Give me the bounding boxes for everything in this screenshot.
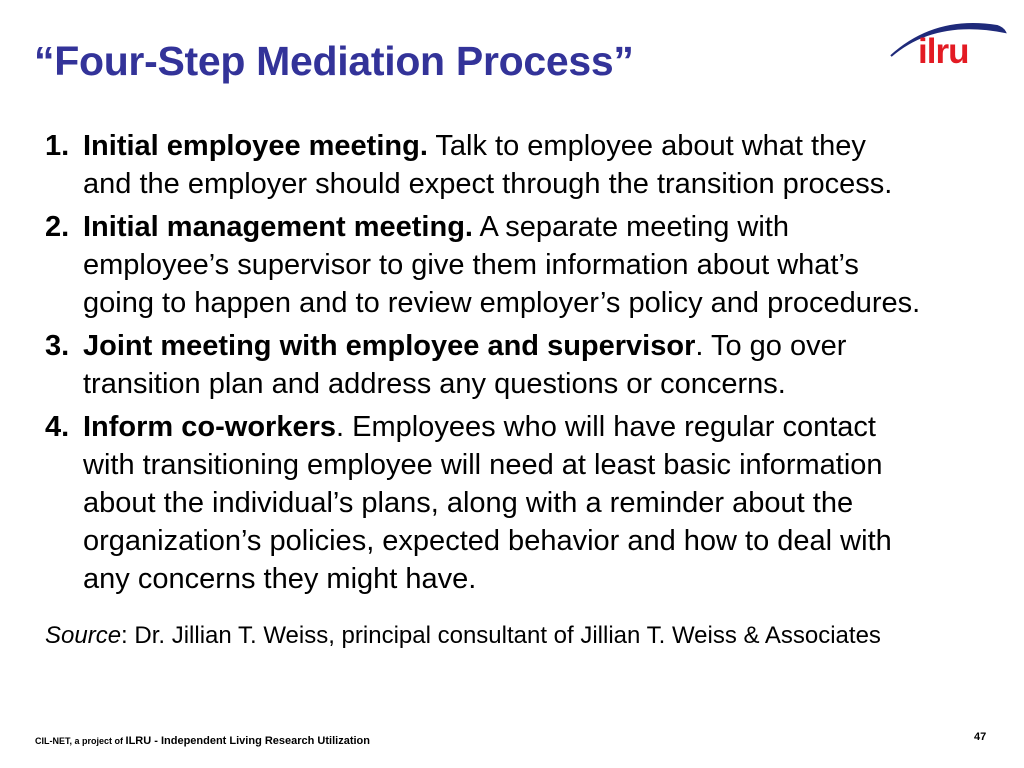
step-heading: Joint meeting with employee and supervisor [83,330,696,362]
ilru-logo [885,18,1010,78]
step-text: any concerns they might have. [83,563,477,595]
step-item-4 [45,408,1005,598]
step-text: employee’s supervisor to give them information about what’s [83,249,859,281]
source-label: Source [45,622,122,649]
step-number: 3. [45,330,70,362]
step-text: organization’s policies, expected behavior and how to deal with [83,525,892,557]
step-heading: Initial management meeting. [83,211,473,243]
step-text: Talk to employee about what they [427,130,866,162]
step-text: transition plan and address any questions or concerns. [83,368,786,400]
step-number: 2. [45,211,70,243]
step-text: about the individual’s plans, along with a reminder about the [83,487,854,519]
step-heading: Inform co-workers [83,411,336,443]
logo-text: ilru [918,32,969,71]
step-item-1 [45,127,1005,203]
step-number: 1. [45,130,70,162]
slide-title: “Four-Step Mediation Process” [34,38,634,84]
step-number: 4. [45,411,70,443]
step-text: . To go over [695,330,847,362]
step-text: going to happen and to review employer’s policy and procedures. [83,287,921,319]
source-text: : Dr. Jillian T. Weiss, principal consultant of Jillian T. Weiss & Associates [121,622,881,649]
step-text: A separate meeting with [472,211,789,243]
page-number: 47 [974,731,987,743]
step-item-2 [45,208,1005,322]
footer-org-text: ILRU - Independent Living Research Utilization [125,735,370,747]
step-text: with transitioning employee will need at least basic information [83,449,883,481]
step-text: . Employees who will have regular contact [336,411,876,443]
source-citation [45,622,881,650]
step-heading: Initial employee meeting. [83,130,428,162]
step-text: and the employer should expect through the transition process. [83,168,893,200]
step-item-3 [45,327,1005,403]
footer [35,735,370,747]
footer-small-text: CIL-NET, a project of [35,736,126,746]
mediation-steps-list [45,127,1005,603]
